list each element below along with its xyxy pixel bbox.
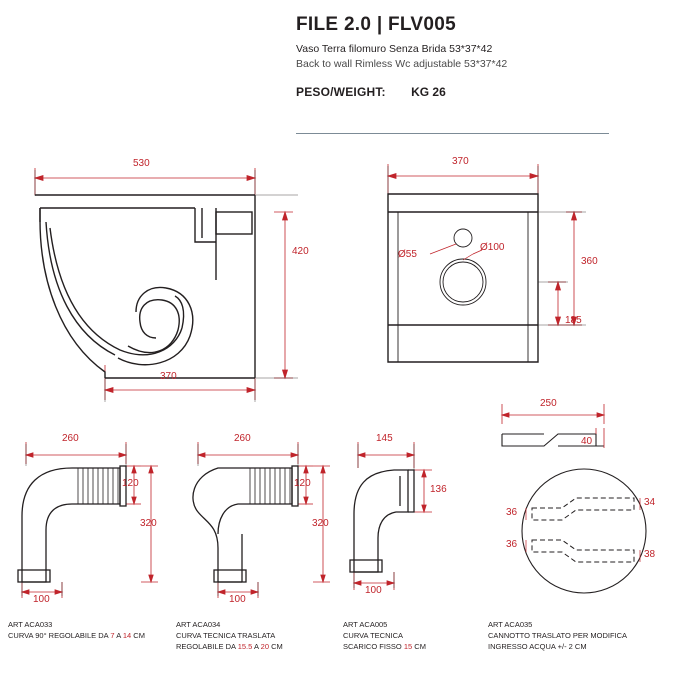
part4-a-label: 36 [506,507,518,518]
caption-part-3-v1: 15 [403,641,413,651]
weight-row [296,85,616,99]
caption-part-2-post: CM [269,641,283,651]
caption-part-3-desc [343,642,426,653]
hole-large-label: Ø100 [480,242,505,253]
caption-part-1-v2: 14 [122,630,132,640]
caption-part-4-code: ART ACA035 [488,620,533,629]
side-height-label: 420 [292,246,309,257]
part1-h2-label: 320 [140,518,157,529]
part-curve-90-drawing [0,430,170,605]
caption-part-1-desc-pre: CURVA 90° REGOLABILE DA [8,630,111,640]
page-title: FILE 2.0 | FLV005 [296,14,457,35]
front-outlet-height-label: 185 [565,315,582,326]
caption-part-4-line1: CANNOTTO TRASLATO PER MODIFICA [488,630,628,640]
caption-part-2-line1: CURVA TECNICA TRASLATA [176,630,276,640]
caption-part-2-desc-pre: REGOLABILE DA [176,641,238,651]
caption-part-3-line1: CURVA TECNICA [343,630,404,640]
part4-b-label: 36 [506,539,518,550]
caption-part-1 [8,620,145,642]
header-divider [296,133,609,134]
part3-base-label: 100 [365,585,382,596]
part3-len-label: 145 [376,433,393,444]
part2-h2-label: 320 [312,518,329,529]
part3-h1-label: 136 [430,484,447,495]
caption-part-2-v1: 15.5 [237,641,253,651]
caption-part-2 [176,620,283,653]
part2-len-label: 260 [234,433,251,444]
caption-part-1-v1: 7 [110,630,115,640]
part4-len-label: 250 [540,398,557,409]
caption-part-1-mid: A [114,630,123,640]
part2-h1-label: 120 [294,478,311,489]
part4-d-label: 38 [644,549,656,560]
part2-base-label: 100 [229,594,246,605]
hole-small-label: Ø55 [398,249,417,260]
part-curve-fixed-drawing [336,430,476,605]
weight-value: KG 26 [411,85,446,100]
front-height-label: 360 [581,256,598,267]
caption-part-3-desc-pre: SCARICO FISSO [343,641,404,651]
side-view-drawing [10,150,320,410]
caption-part-2-code: ART ACA034 [176,620,221,629]
front-view-drawing [370,150,620,400]
weight-label: PESO/WEIGHT: [296,85,386,100]
subtitle-english: Back to wall Rimless Wc adjustable 53*37*42 [296,58,508,71]
subtitle-italian: Vaso Terra filomuro Senza Brida 53*37*42 [296,43,493,55]
caption-part-4 [488,620,627,653]
header [296,14,616,99]
part1-len-label: 260 [62,433,79,444]
caption-part-3-post: CM [412,641,426,651]
part1-h1-label: 120 [122,478,139,489]
side-width-label: 530 [133,158,150,169]
part4-tab-label: 40 [581,436,593,447]
caption-part-2-desc [176,642,283,653]
caption-part-1-code: ART ACA033 [8,620,53,629]
part4-c-label: 34 [644,497,656,508]
product-subtitle [296,42,616,72]
part-water-inlet-drawing [484,398,694,608]
caption-part-1-post: CM [131,630,145,640]
side-depth-label: 370 [160,371,177,382]
caption-part-1-desc [8,631,145,642]
caption-part-4-line2: INGRESSO ACQUA +/- 2 CM [488,641,587,651]
part-curve-offset-drawing [172,430,342,605]
caption-part-2-v2: 20 [260,641,269,651]
part1-base-label: 100 [33,594,50,605]
caption-part-3 [343,620,426,653]
front-width-label: 370 [452,156,469,167]
caption-part-3-code: ART ACA005 [343,620,388,629]
caption-part-2-mid: A [252,641,261,651]
